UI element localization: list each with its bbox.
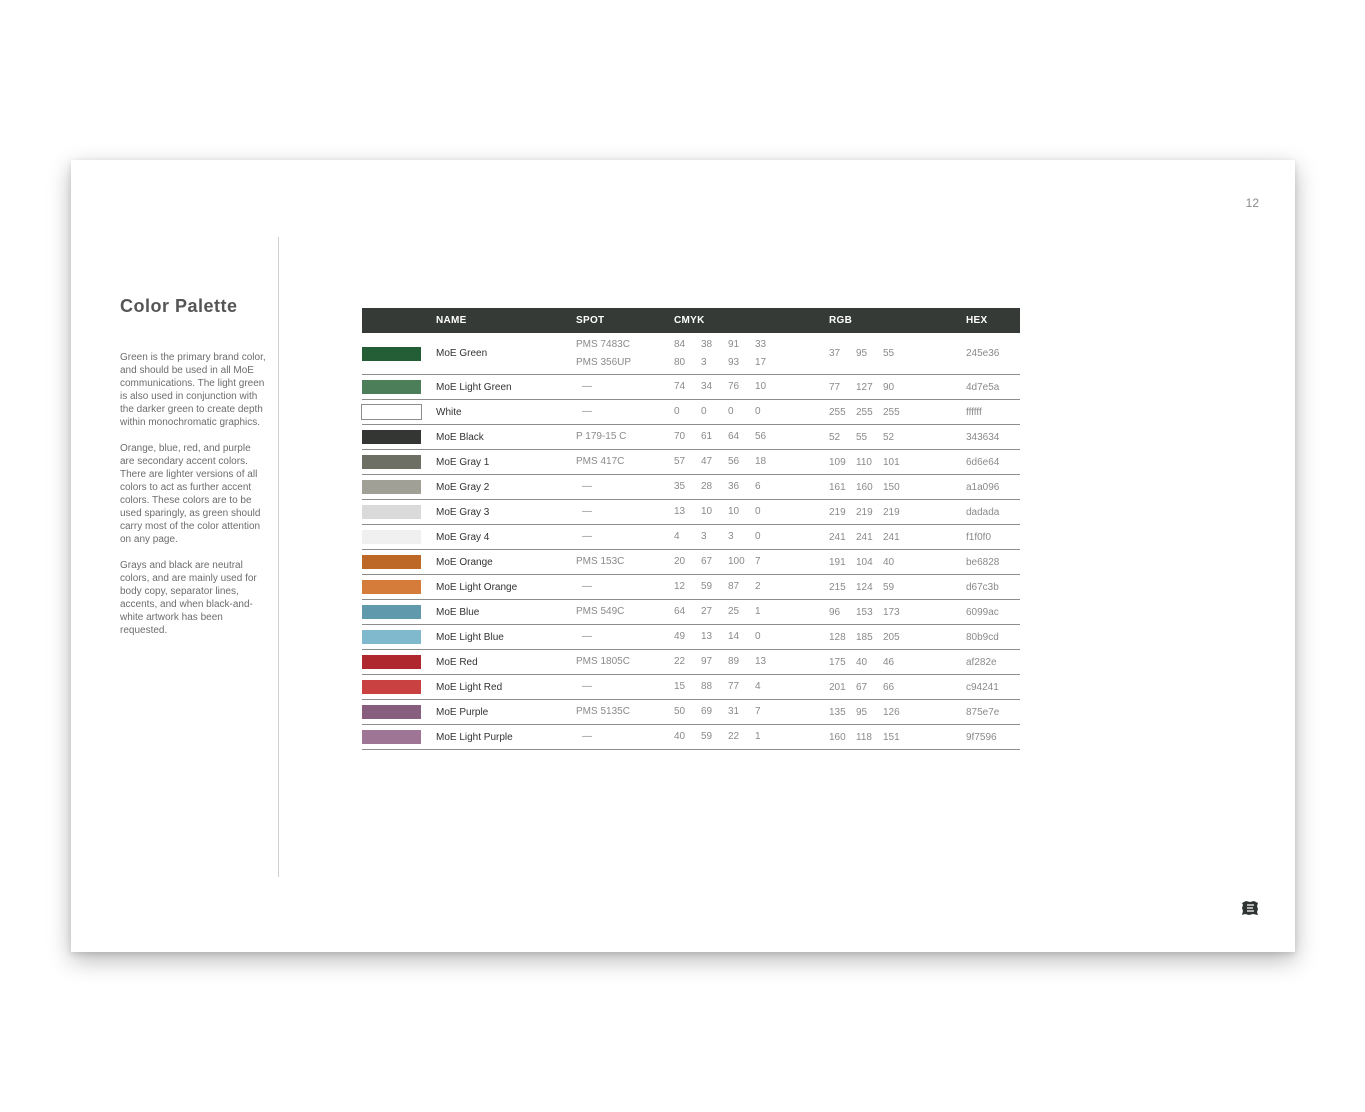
sidebar bbox=[120, 296, 266, 650]
table-row bbox=[362, 525, 1020, 550]
spot-cell bbox=[576, 333, 674, 375]
cmyk-value: 13 bbox=[701, 631, 713, 642]
table-row bbox=[362, 600, 1020, 625]
color-name: MoE Light Green bbox=[436, 375, 576, 400]
rgb-value: 215 bbox=[829, 581, 846, 593]
cmyk-cell bbox=[674, 425, 829, 450]
rgb-cell bbox=[829, 425, 966, 450]
spot-value: — bbox=[582, 581, 592, 592]
cmyk-value: 0 bbox=[755, 406, 761, 417]
rgb-value: 255 bbox=[829, 406, 846, 418]
cmyk-value: 36 bbox=[728, 481, 740, 492]
rgb-value: 173 bbox=[883, 606, 900, 618]
color-name: MoE Light Blue bbox=[436, 625, 576, 650]
table-row bbox=[362, 550, 1020, 575]
rgb-cell bbox=[829, 700, 966, 725]
cmyk-value: 47 bbox=[701, 456, 713, 467]
header-hex: HEX bbox=[966, 315, 988, 326]
rgb-cell bbox=[829, 600, 966, 625]
hex-value: c94241 bbox=[966, 675, 1020, 700]
cmyk-value: 100 bbox=[728, 556, 745, 567]
cmyk-value: 84 bbox=[674, 338, 686, 350]
rgb-cell bbox=[829, 550, 966, 575]
cmyk-value: 33 bbox=[755, 338, 767, 350]
color-name: MoE Green bbox=[436, 333, 576, 375]
rgb-cell bbox=[829, 675, 966, 700]
cmyk-value: 0 bbox=[755, 531, 761, 542]
color-palette-table bbox=[362, 308, 1020, 750]
hex-value: 4d7e5a bbox=[966, 375, 1020, 400]
cmyk-value: 0 bbox=[701, 406, 707, 417]
spot-value: — bbox=[582, 531, 592, 542]
hex-value: 245e36 bbox=[966, 333, 1020, 375]
spot-value: PMS 549C bbox=[576, 606, 625, 617]
color-name: MoE Light Orange bbox=[436, 575, 576, 600]
rgb-value: 104 bbox=[856, 556, 873, 568]
cmyk-cell bbox=[674, 700, 829, 725]
cmyk-value: 93 bbox=[728, 356, 740, 368]
cmyk-value: 49 bbox=[674, 631, 686, 642]
cmyk-value: 70 bbox=[674, 431, 686, 442]
color-swatch bbox=[362, 505, 421, 519]
spot-value: — bbox=[582, 406, 592, 417]
table-row bbox=[362, 625, 1020, 650]
table-row bbox=[362, 500, 1020, 525]
color-name: MoE Red bbox=[436, 650, 576, 675]
spot-value: — bbox=[582, 731, 592, 742]
rgb-value: 135 bbox=[829, 706, 846, 718]
cmyk-value: 76 bbox=[728, 381, 740, 392]
swatch-cell bbox=[362, 700, 436, 725]
header-spot: SPOT bbox=[576, 315, 605, 326]
spot-value: — bbox=[582, 481, 592, 492]
rgb-value: 96 bbox=[829, 606, 841, 618]
cmyk-value: 64 bbox=[674, 606, 686, 617]
rgb-value: 90 bbox=[883, 381, 895, 393]
cmyk-cell bbox=[674, 475, 829, 500]
swatch-cell bbox=[362, 475, 436, 500]
cmyk-value: 97 bbox=[701, 656, 713, 667]
rgb-value: 40 bbox=[883, 556, 895, 568]
cmyk-cell bbox=[674, 500, 829, 525]
hex-value: 875e7e bbox=[966, 700, 1020, 725]
cmyk-value: 4 bbox=[674, 531, 680, 542]
cmyk-value: 13 bbox=[755, 656, 767, 667]
cmyk-value: 38 bbox=[701, 338, 713, 350]
spot-value: PMS 356UP bbox=[576, 356, 632, 368]
color-swatch bbox=[362, 730, 421, 744]
cmyk-value: 10 bbox=[728, 506, 740, 517]
swatch-cell bbox=[362, 450, 436, 475]
table-row bbox=[362, 333, 1020, 375]
cmyk-value: 56 bbox=[755, 431, 767, 442]
rgb-cell bbox=[829, 725, 966, 750]
rgb-cell bbox=[829, 450, 966, 475]
rgb-cell bbox=[829, 625, 966, 650]
color-name: MoE Orange bbox=[436, 550, 576, 575]
color-name: MoE Gray 4 bbox=[436, 525, 576, 550]
swatch-cell bbox=[362, 400, 436, 425]
rgb-value: 77 bbox=[829, 381, 841, 393]
rgb-value: 128 bbox=[829, 631, 846, 643]
rgb-value: 219 bbox=[856, 506, 873, 518]
color-name: MoE Purple bbox=[436, 700, 576, 725]
spot-value: — bbox=[582, 681, 592, 692]
header-swatch bbox=[362, 308, 436, 333]
swatch-cell bbox=[362, 725, 436, 750]
color-swatch bbox=[362, 605, 421, 619]
cmyk-value: 7 bbox=[755, 556, 761, 567]
cmyk-value: 64 bbox=[728, 431, 740, 442]
hex-value: 6d6e64 bbox=[966, 450, 1020, 475]
cmyk-value: 57 bbox=[674, 456, 686, 467]
color-swatch bbox=[362, 705, 421, 719]
color-swatch bbox=[362, 405, 421, 419]
color-name: MoE Gray 3 bbox=[436, 500, 576, 525]
color-name: White bbox=[436, 400, 576, 425]
color-name: MoE Black bbox=[436, 425, 576, 450]
spot-value: — bbox=[582, 631, 592, 642]
header-cmyk: CMYK bbox=[674, 315, 705, 326]
swatch-cell bbox=[362, 333, 436, 375]
spot-value: PMS 153C bbox=[576, 556, 625, 567]
cmyk-value: 0 bbox=[674, 406, 680, 417]
table-row bbox=[362, 575, 1020, 600]
cmyk-value: 3 bbox=[701, 531, 707, 542]
swatch-cell bbox=[362, 525, 436, 550]
cmyk-value: 74 bbox=[674, 381, 686, 392]
spot-cell bbox=[576, 550, 674, 575]
rgb-cell bbox=[829, 650, 966, 675]
cmyk-value: 6 bbox=[755, 481, 761, 492]
cmyk-value: 91 bbox=[728, 338, 740, 350]
rgb-value: 101 bbox=[883, 456, 900, 468]
cmyk-value: 35 bbox=[674, 481, 686, 492]
cmyk-value: 17 bbox=[755, 356, 767, 368]
rgb-value: 109 bbox=[829, 456, 846, 468]
color-name: MoE Gray 2 bbox=[436, 475, 576, 500]
swatch-cell bbox=[362, 500, 436, 525]
hex-value: 6099ac bbox=[966, 600, 1020, 625]
rgb-value: 175 bbox=[829, 656, 846, 668]
hex-value: af282e bbox=[966, 650, 1020, 675]
cmyk-cell bbox=[674, 450, 829, 475]
spot-cell bbox=[576, 700, 674, 725]
rgb-value: 55 bbox=[883, 348, 895, 359]
cmyk-cell bbox=[674, 400, 829, 425]
spot-cell bbox=[576, 425, 674, 450]
color-swatch bbox=[362, 347, 421, 361]
swatch-cell bbox=[362, 375, 436, 400]
swatch-cell bbox=[362, 575, 436, 600]
hex-value: dadada bbox=[966, 500, 1020, 525]
intro-paragraph-neutrals: Grays and black are neutral colors, and are mainly used for body copy, separator lines, accents, and when black-and-white artwork has been requested. bbox=[120, 560, 257, 636]
cmyk-cell bbox=[674, 550, 829, 575]
intro-paragraph-accents: Orange, blue, red, and purple are secondary accent colors. There are lighter versions of all colors to act as further accent colors. These colors are to be used sparingly, as green should carry most of the color attention on any page. bbox=[120, 443, 261, 545]
cmyk-value: 34 bbox=[701, 381, 713, 392]
spot-cell bbox=[576, 625, 674, 650]
color-name: MoE Light Purple bbox=[436, 725, 576, 750]
rgb-value: 241 bbox=[856, 531, 873, 543]
hex-value: 80b9cd bbox=[966, 625, 1020, 650]
color-swatch bbox=[362, 430, 421, 444]
rgb-cell bbox=[829, 375, 966, 400]
color-swatch bbox=[362, 680, 421, 694]
cmyk-value: 59 bbox=[701, 581, 713, 592]
rgb-value: 110 bbox=[856, 456, 872, 468]
swatch-cell bbox=[362, 425, 436, 450]
spot-cell bbox=[576, 500, 674, 525]
table-row bbox=[362, 475, 1020, 500]
rgb-value: 40 bbox=[856, 656, 868, 668]
rgb-value: 66 bbox=[883, 681, 895, 693]
rgb-value: 95 bbox=[856, 348, 868, 359]
rgb-cell bbox=[829, 525, 966, 550]
section-title: Color Palette bbox=[120, 296, 238, 316]
cmyk-value: 14 bbox=[728, 631, 740, 642]
cmyk-cell bbox=[674, 333, 829, 375]
rgb-value: 59 bbox=[883, 581, 895, 593]
cmyk-cell bbox=[674, 725, 829, 750]
header-rgb: RGB bbox=[829, 315, 853, 326]
table-row bbox=[362, 650, 1020, 675]
table-row bbox=[362, 700, 1020, 725]
table-header-row bbox=[362, 308, 1020, 333]
cmyk-value: 10 bbox=[701, 506, 713, 517]
spot-cell bbox=[576, 600, 674, 625]
cmyk-cell bbox=[674, 375, 829, 400]
color-swatch bbox=[362, 455, 421, 469]
color-name: MoE Gray 1 bbox=[436, 450, 576, 475]
cmyk-value: 28 bbox=[701, 481, 713, 492]
cmyk-value: 22 bbox=[674, 656, 686, 667]
rgb-value: 37 bbox=[829, 348, 841, 359]
rgb-value: 52 bbox=[883, 431, 895, 443]
rgb-value: 185 bbox=[856, 631, 873, 643]
swatch-cell bbox=[362, 650, 436, 675]
rgb-cell bbox=[829, 333, 966, 375]
cmyk-value: 40 bbox=[674, 731, 686, 742]
rgb-value: 160 bbox=[856, 481, 873, 493]
spot-cell bbox=[576, 650, 674, 675]
rgb-value: 118 bbox=[856, 731, 872, 743]
cmyk-value: 25 bbox=[728, 606, 740, 617]
swatch-cell bbox=[362, 675, 436, 700]
rgb-cell bbox=[829, 575, 966, 600]
swatch-cell bbox=[362, 550, 436, 575]
cmyk-value: 3 bbox=[728, 531, 734, 542]
spot-cell bbox=[576, 575, 674, 600]
rgb-value: 161 bbox=[829, 481, 846, 493]
cmyk-value: 13 bbox=[674, 506, 686, 517]
hex-value: ffffff bbox=[966, 400, 1020, 425]
cmyk-value: 22 bbox=[728, 731, 740, 742]
rgb-value: 255 bbox=[856, 406, 873, 418]
cmyk-value: 12 bbox=[674, 581, 686, 592]
spot-value: — bbox=[582, 506, 592, 517]
cmyk-value: 0 bbox=[755, 506, 761, 517]
color-name: MoE Blue bbox=[436, 600, 576, 625]
hex-value: d67c3b bbox=[966, 575, 1020, 600]
rgb-cell bbox=[829, 400, 966, 425]
hex-value: 343634 bbox=[966, 425, 1020, 450]
cmyk-value: 80 bbox=[674, 356, 686, 368]
spot-cell bbox=[576, 450, 674, 475]
color-swatch bbox=[362, 530, 421, 544]
document-page bbox=[71, 160, 1295, 952]
rgb-cell bbox=[829, 475, 966, 500]
cmyk-value: 20 bbox=[674, 556, 686, 567]
cmyk-value: 1 bbox=[755, 731, 761, 742]
moe-logo-icon bbox=[1241, 900, 1259, 916]
table-row bbox=[362, 375, 1020, 400]
cmyk-value: 1 bbox=[755, 606, 761, 617]
spot-cell bbox=[576, 525, 674, 550]
spot-cell bbox=[576, 375, 674, 400]
cmyk-value: 87 bbox=[728, 581, 740, 592]
cmyk-cell bbox=[674, 650, 829, 675]
cmyk-cell bbox=[674, 675, 829, 700]
cmyk-value: 50 bbox=[674, 706, 686, 717]
rgb-value: 153 bbox=[856, 606, 873, 618]
color-swatch bbox=[362, 655, 421, 669]
table-row bbox=[362, 400, 1020, 425]
page-number: 12 bbox=[1245, 196, 1259, 210]
cmyk-value: 61 bbox=[701, 431, 713, 442]
cmyk-value: 27 bbox=[701, 606, 713, 617]
cmyk-value: 59 bbox=[701, 731, 713, 742]
cmyk-value: 0 bbox=[728, 406, 734, 417]
hex-value: be6828 bbox=[966, 550, 1020, 575]
hex-value: 9f7596 bbox=[966, 725, 1020, 750]
rgb-value: 219 bbox=[829, 506, 846, 518]
rgb-cell bbox=[829, 500, 966, 525]
rgb-value: 126 bbox=[883, 706, 900, 718]
rgb-value: 201 bbox=[829, 681, 846, 693]
cmyk-value: 2 bbox=[755, 581, 761, 592]
spot-value: PMS 417C bbox=[576, 456, 625, 467]
rgb-value: 241 bbox=[829, 531, 846, 543]
color-name: MoE Light Red bbox=[436, 675, 576, 700]
cmyk-value: 4 bbox=[755, 681, 761, 692]
cmyk-value: 18 bbox=[755, 456, 767, 467]
cmyk-value: 7 bbox=[755, 706, 761, 717]
rgb-value: 241 bbox=[883, 531, 900, 543]
cmyk-value: 15 bbox=[674, 681, 686, 692]
cmyk-value: 88 bbox=[701, 681, 713, 692]
vertical-divider bbox=[278, 237, 279, 877]
rgb-value: 205 bbox=[883, 631, 900, 643]
cmyk-value: 10 bbox=[755, 381, 767, 392]
cmyk-value: 89 bbox=[728, 656, 740, 667]
rgb-value: 67 bbox=[856, 681, 868, 693]
rgb-value: 255 bbox=[883, 406, 900, 418]
cmyk-value: 69 bbox=[701, 706, 713, 717]
rgb-value: 150 bbox=[883, 481, 900, 493]
spot-value: — bbox=[582, 381, 592, 392]
spot-cell bbox=[576, 475, 674, 500]
cmyk-cell bbox=[674, 525, 829, 550]
color-swatch bbox=[362, 480, 421, 494]
color-swatch bbox=[362, 630, 421, 644]
spot-value: PMS 7483C bbox=[576, 338, 630, 350]
table-row bbox=[362, 425, 1020, 450]
swatch-cell bbox=[362, 625, 436, 650]
rgb-value: 124 bbox=[856, 581, 873, 593]
color-swatch bbox=[362, 555, 421, 569]
spot-value: PMS 5135C bbox=[576, 706, 630, 717]
color-swatch bbox=[362, 580, 421, 594]
hex-value: a1a096 bbox=[966, 475, 1020, 500]
spot-value: P 179-15 C bbox=[576, 431, 627, 442]
rgb-value: 151 bbox=[883, 731, 900, 743]
cmyk-value: 3 bbox=[701, 356, 707, 368]
rgb-value: 95 bbox=[856, 706, 868, 718]
rgb-value: 55 bbox=[856, 431, 868, 443]
spot-cell bbox=[576, 400, 674, 425]
cmyk-value: 77 bbox=[728, 681, 740, 692]
spot-value: PMS 1805C bbox=[576, 656, 630, 667]
cmyk-value: 31 bbox=[728, 706, 740, 717]
table-row bbox=[362, 450, 1020, 475]
spot-cell bbox=[576, 675, 674, 700]
cmyk-cell bbox=[674, 600, 829, 625]
rgb-value: 219 bbox=[883, 506, 900, 518]
rgb-value: 191 bbox=[829, 556, 846, 568]
cmyk-cell bbox=[674, 625, 829, 650]
color-swatch bbox=[362, 380, 421, 394]
rgb-value: 160 bbox=[829, 731, 846, 743]
table-row bbox=[362, 725, 1020, 750]
header-name: NAME bbox=[436, 315, 467, 326]
cmyk-cell bbox=[674, 575, 829, 600]
cmyk-value: 56 bbox=[728, 456, 740, 467]
table-row bbox=[362, 675, 1020, 700]
table-body bbox=[362, 333, 1020, 750]
rgb-value: 127 bbox=[856, 381, 873, 393]
cmyk-value: 67 bbox=[701, 556, 713, 567]
hex-value: f1f0f0 bbox=[966, 525, 1020, 550]
cmyk-value: 0 bbox=[755, 631, 761, 642]
intro-paragraph-green: Green is the primary brand color, and should be used in all MoE communications. The light green is also used in conjunction with the darker green to create depth within monochromatic graphics. bbox=[120, 352, 266, 428]
rgb-value: 46 bbox=[883, 656, 895, 668]
spot-cell bbox=[576, 725, 674, 750]
rgb-value: 52 bbox=[829, 431, 841, 443]
swatch-cell bbox=[362, 600, 436, 625]
